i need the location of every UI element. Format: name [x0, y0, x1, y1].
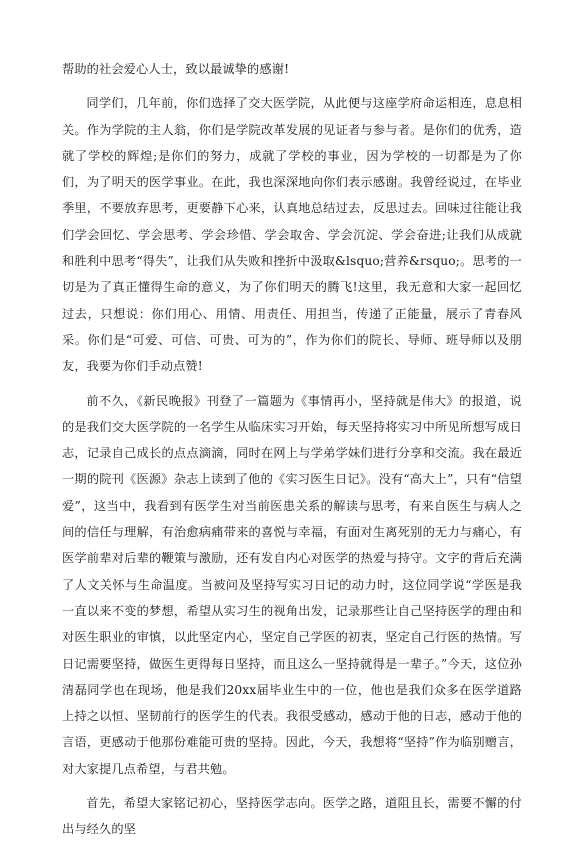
document-body [62, 56, 522, 851]
paragraph-thanks: 帮助的社会爱心人士，致以最诚挚的感谢! [62, 62, 290, 76]
paragraph-report: 前不久，《新民晚报》刊登了一篇题为《事情再小，坚持就是伟大》的报道，说的是我们交大医学院的一名学生从临床实习开始，每天坚持将实习中所见所想写成日志，记录自己成长的点点滴滴，同时在网上与学弟学妹们进行分享和交流。我在最近一期的院刊《医源》杂志上读到了他的《实习医生日记》。没有“高大上”，只有“信望爱”，这当中，我看到有医学生对当前医患关系的解读与思考，有来自医生与病人之间的信任与理解，有治愈病痛带来的喜悦与幸福，有面对生离死别的无力与痛心，有医学前辈对后辈的鞭策与激励，还有发自内心对医学的热爱与持守。文字的背后充满了人文关怀与生命温度。当被问及坚持写实习日记的动力时，这位同学说“学医是我一直以来不变的梦想，希望从实习生的视角出发，记录那些让自己坚持医学的理由和对医生职业的审慎，以此坚定内心，坚定自己学医的初衷，坚定自己行医的热情。写日记需要坚持，做医生更得每日坚持，而且这么一坚持就得是一辈子。”今天，这位孙清磊同学也在现场，他是我们20xx届毕业生中的一位，他也是我们众多在医学道路上持之以恒、坚韧前行的医学生的代表。我很受感动，感动于他的日志，感动于他的言语，更感动于他那份难能可贵的坚持。因此，今天，我想将“坚持”作为临别赠言，对大家提几点希望，与君共勉。 [62, 393, 522, 776]
paragraph-students: 同学们，几年前，你们选择了交大医学院，从此便与这座学府命运相连，息息相关。作为学院的主人翁，你们是学院改革发展的见证者与参与者。是你们的优秀，造就了学校的辉煌;是你们的努力，成就了学校的事业，因为学校的一切都是为了你们，为了明天的医学事业。在此，我也深深地向你们表示感谢。我曾经说过，在毕业季里，不要放弃思考，更要静下心来，认真地总结过去，反思过去。回味过往能让我们学会回忆、学会思考、学会珍惜、学会取舍、学会沉淀、学会奋进;让我们从成就和胜利中思考“得失”，让我们从失败和挫折中汲取&lsquo;营养&rsquo;。思考的一切是为了真正懂得生命的意义，为了你们明天的腾飞!这里，我无意和大家一起回忆过去，只想说：你们用心、用情、用责任、用担当，传递了正能量，展示了青春风采。你们是“可爱、可信、可贵、可为的”，作为你们的院长、导师、班导师以及朋友，我要为你们手动点赞! [62, 96, 522, 374]
paragraph-first-hope: 首先，希望大家铭记初心，坚持医学志向。医学之路，道阻且长，需要不懈的付出与经久的坚 [62, 796, 522, 837]
